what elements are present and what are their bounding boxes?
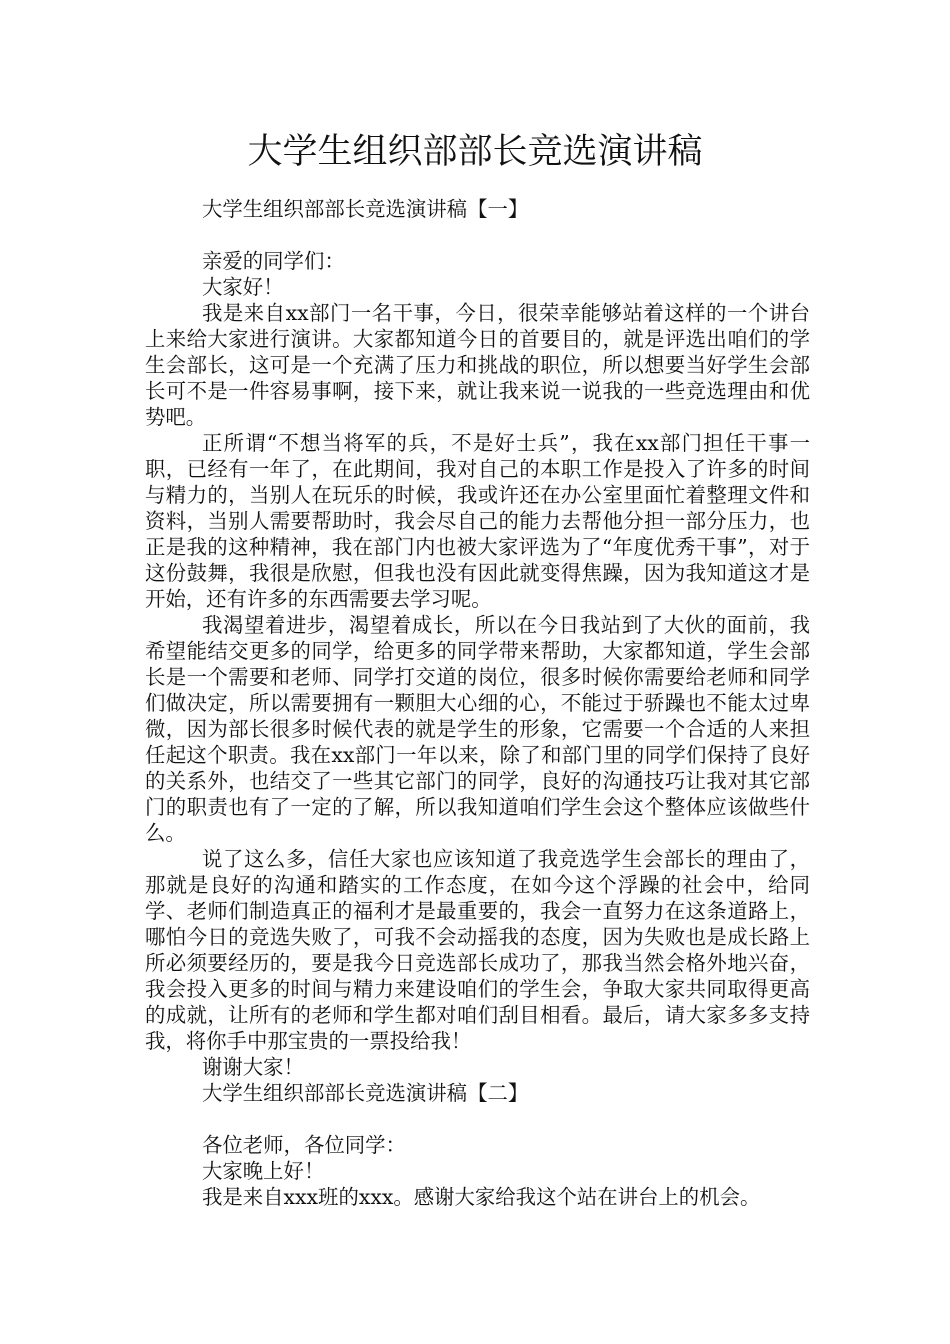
speech1-greeting: 大家好！ — [202, 275, 284, 299]
speech1-paragraph-1: 我是来自xx部门一名干事，今日，很荣幸能够站着这样的一个讲台上来给大家进行演讲。大家都知道今日的首要目的，就是评选出咱们的学生会部长，这可是一个充满了压力和挑战的职位，所以想要当好学生会部长可不是一件容易事啊，接下来，就让我来说一说我的一些竞选理由和优势吧。 — [145, 301, 810, 429]
document-title: 大学生组织部部长竞选演讲稿 — [247, 132, 703, 172]
speech1-paragraph-2: 正所谓“不想当将军的兵，不是好士兵”，我在xx部门担任干事一职，已经有一年了，在此期间，我对自己的本职工作是投入了许多的时间与精力的，当别人在玩乐的时候，我或许还在办公室里面忙着整理文件和资料，当别人需要帮助时，我会尽自己的能力去帮他分担一部分压力，也正是我的这种精神，我在部门内也被大家评选为了“年度优秀干事”，对于这份鼓舞，我很是欣慰，但我也没有因此就变得焦躁，因为我知道这才是开始，还有许多的东西需要去学习呢。 — [145, 431, 810, 611]
document-body — [145, 196, 810, 1210]
blank-line — [145, 222, 810, 248]
speech2-salutation: 各位老师，各位同学： — [202, 1133, 406, 1157]
speech2-heading: 大学生组织部部长竞选演讲稿【二】 — [202, 1081, 529, 1105]
blank-line — [145, 1106, 810, 1132]
speech2-first-line: 我是来自xxx班的xxx。感谢大家给我这个站在讲台上的机会。 — [202, 1185, 761, 1209]
speech1-paragraph-3: 我渴望着进步，渴望着成长，所以在今日我站到了大伙的面前，我希望能结交更多的同学，给更多的同学带来帮助，大家都知道，学生会部长是一个需要和老师、同学打交道的岗位，很多时候你需要给老师和同学们做决定，所以需要拥有一颗胆大心细的心，不能过于骄躁也不能太过卑微，因为部长很多时候代表的就是学生的形象，它需要一个合适的人来担任起这个职责。我在xx部门一年以来，除了和部门里的同学们保持了良好的关系外，也结交了一些其它部门的同学，良好的沟通技巧让我对其它部门的职责也有了一定的了解，所以我知道咱们学生会这个整体应该做些什么。 — [145, 613, 810, 845]
speech2-greeting: 大家晚上好！ — [202, 1159, 325, 1183]
speech1-closing: 谢谢大家！ — [202, 1055, 304, 1079]
speech1-paragraph-4: 说了这么多，信任大家也应该知道了我竞选学生会部长的理由了，那就是良好的沟通和踏实的工作态度，在如今这个浮躁的社会中，给同学、老师们制造真正的福利才是最重要的，我会一直努力在这条道路上，哪怕今日的竞选失败了，可我不会动摇我的态度，因为失败也是成长路上所必须要经历的，要是我今日竞选部长成功了，那我当然会格外地兴奋，我会投入更多的时间与精力来建设咱们的学生会，争取大家共同取得更高的成就，让所有的老师和学生都对咱们刮目相看。最后，请大家多多支持我，将你手中那宝贵的一票投给我！ — [145, 847, 810, 1053]
speech1-heading: 大学生组织部部长竞选演讲稿【一】 — [202, 197, 529, 221]
speech1-salutation: 亲爱的同学们： — [202, 249, 345, 273]
